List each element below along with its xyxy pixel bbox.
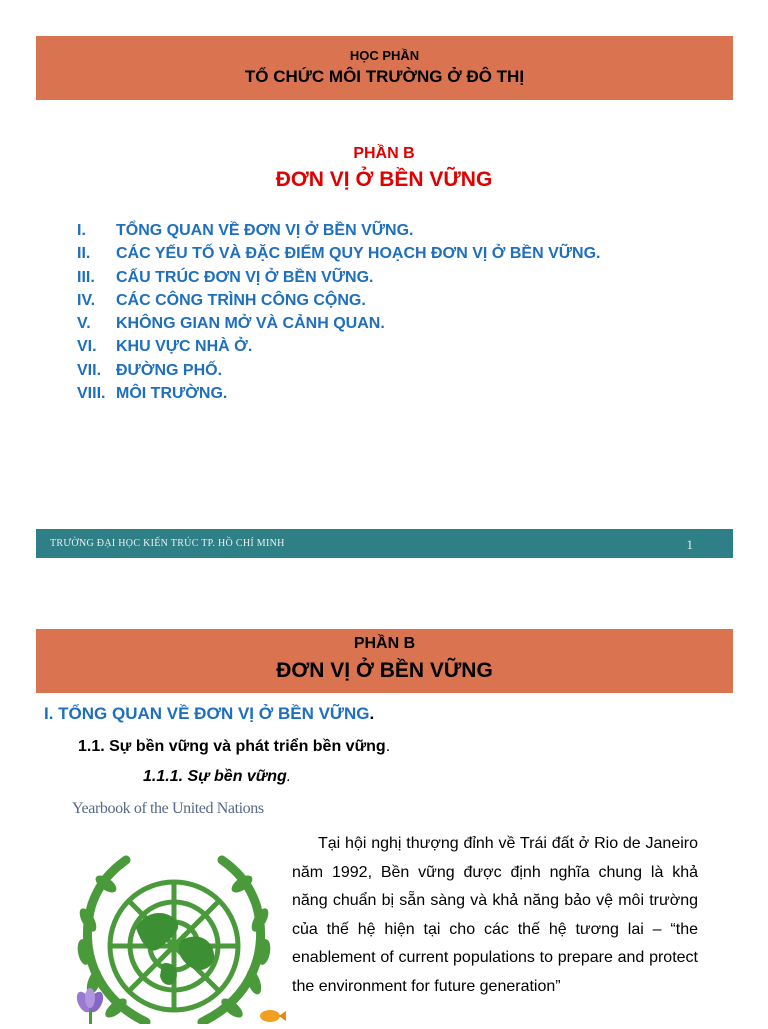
subsubsection-text: 1.1.1. Sự bền vững: [143, 768, 287, 785]
toc-number: IV.: [77, 291, 96, 309]
page-number: 1: [686, 537, 693, 552]
toc-item: [77, 315, 600, 338]
toc-number: VII.: [77, 361, 102, 379]
toc-number: III.: [77, 268, 95, 286]
toc-text: KHÔNG GIAN MỞ VÀ CẢNH QUAN.: [116, 315, 385, 333]
part-label: PHẦN B: [353, 635, 416, 652]
toc-item: [77, 362, 600, 385]
section-heading-text: I. TỔNG QUAN VỀ ĐƠN VỊ Ở BỀN VỮNG: [44, 704, 370, 723]
section-heading: [44, 704, 374, 724]
toc-number: V.: [77, 315, 91, 333]
toc-text: KHU VỰC NHÀ Ở.: [116, 338, 253, 356]
subsection-heading: [78, 738, 390, 756]
body-paragraph: Tại hội nghị thượng đỉnh về Trái đất ở Rio de Janeiro năm 1992, Bền vững được định nghĩa chung là khả năng chuẩn bị sẵn sàng và khả năng bảo vệ môi trường của thế hệ hiện tại cho các thế hệ tương lai – “the enablement of current populations to prepare and protect the environment for future generation”: [292, 835, 698, 995]
subsubsection-heading: [143, 768, 291, 786]
part-label: PHẦN B: [353, 145, 415, 162]
section-heading-period: .: [369, 704, 375, 723]
toc-item: [77, 385, 600, 408]
image-caption: Yearbook of the United Nations: [72, 800, 264, 817]
course-title: TỔ CHỨC MÔI TRƯỜNG Ở ĐÔ THỊ: [244, 67, 525, 86]
table-of-contents: [77, 222, 600, 408]
un-emblem-icon: [68, 800, 288, 1024]
subsubsection-period: .: [286, 768, 292, 785]
subsection-text: 1.1. Sự bền vững và phát triển bền vững: [78, 738, 386, 755]
course-banner: [36, 36, 733, 100]
un-yearbook-image: [68, 800, 288, 1024]
part-title: ĐƠN VỊ Ở BỀN VỮNG: [275, 168, 493, 191]
toc-number: II.: [77, 245, 91, 263]
toc-text: CẤU TRÚC ĐƠN VỊ Ở BỀN VỮNG.: [116, 268, 374, 286]
footer-school-name: TRƯỜNG ĐẠI HỌC KIẾN TRÚC TP. HỒ CHÍ MINH: [50, 538, 285, 549]
toc-number: VI.: [77, 338, 97, 356]
toc-text: CÁC CÔNG TRÌNH CÔNG CỘNG.: [116, 291, 366, 309]
toc-text: CÁC YẾU TỐ VÀ ĐẶC ĐIỂM QUY HOẠCH ĐƠN VỊ Ở BỀN VỮNG.: [116, 245, 601, 263]
toc-item: [77, 222, 600, 245]
toc-item: [77, 245, 600, 268]
toc-item: [77, 338, 600, 361]
subsection-period: .: [385, 738, 391, 755]
toc-text: TỔNG QUAN VỀ ĐƠN VỊ Ở BỀN VỮNG.: [116, 222, 414, 239]
toc-text: ĐƯỜNG PHỐ.: [116, 361, 223, 379]
toc-item: [77, 292, 600, 315]
toc-item: [77, 269, 600, 292]
slide-footer: [36, 529, 733, 558]
part-title: ĐƠN VỊ Ở BỀN VỮNG: [276, 659, 493, 682]
slide-2: [0, 575, 768, 1024]
toc-text: MÔI TRƯỜNG.: [116, 385, 228, 403]
course-label: HỌC PHẦN: [349, 48, 420, 63]
part-banner: [36, 629, 733, 693]
toc-number: VIII.: [77, 385, 106, 403]
toc-number: I.: [77, 222, 86, 239]
